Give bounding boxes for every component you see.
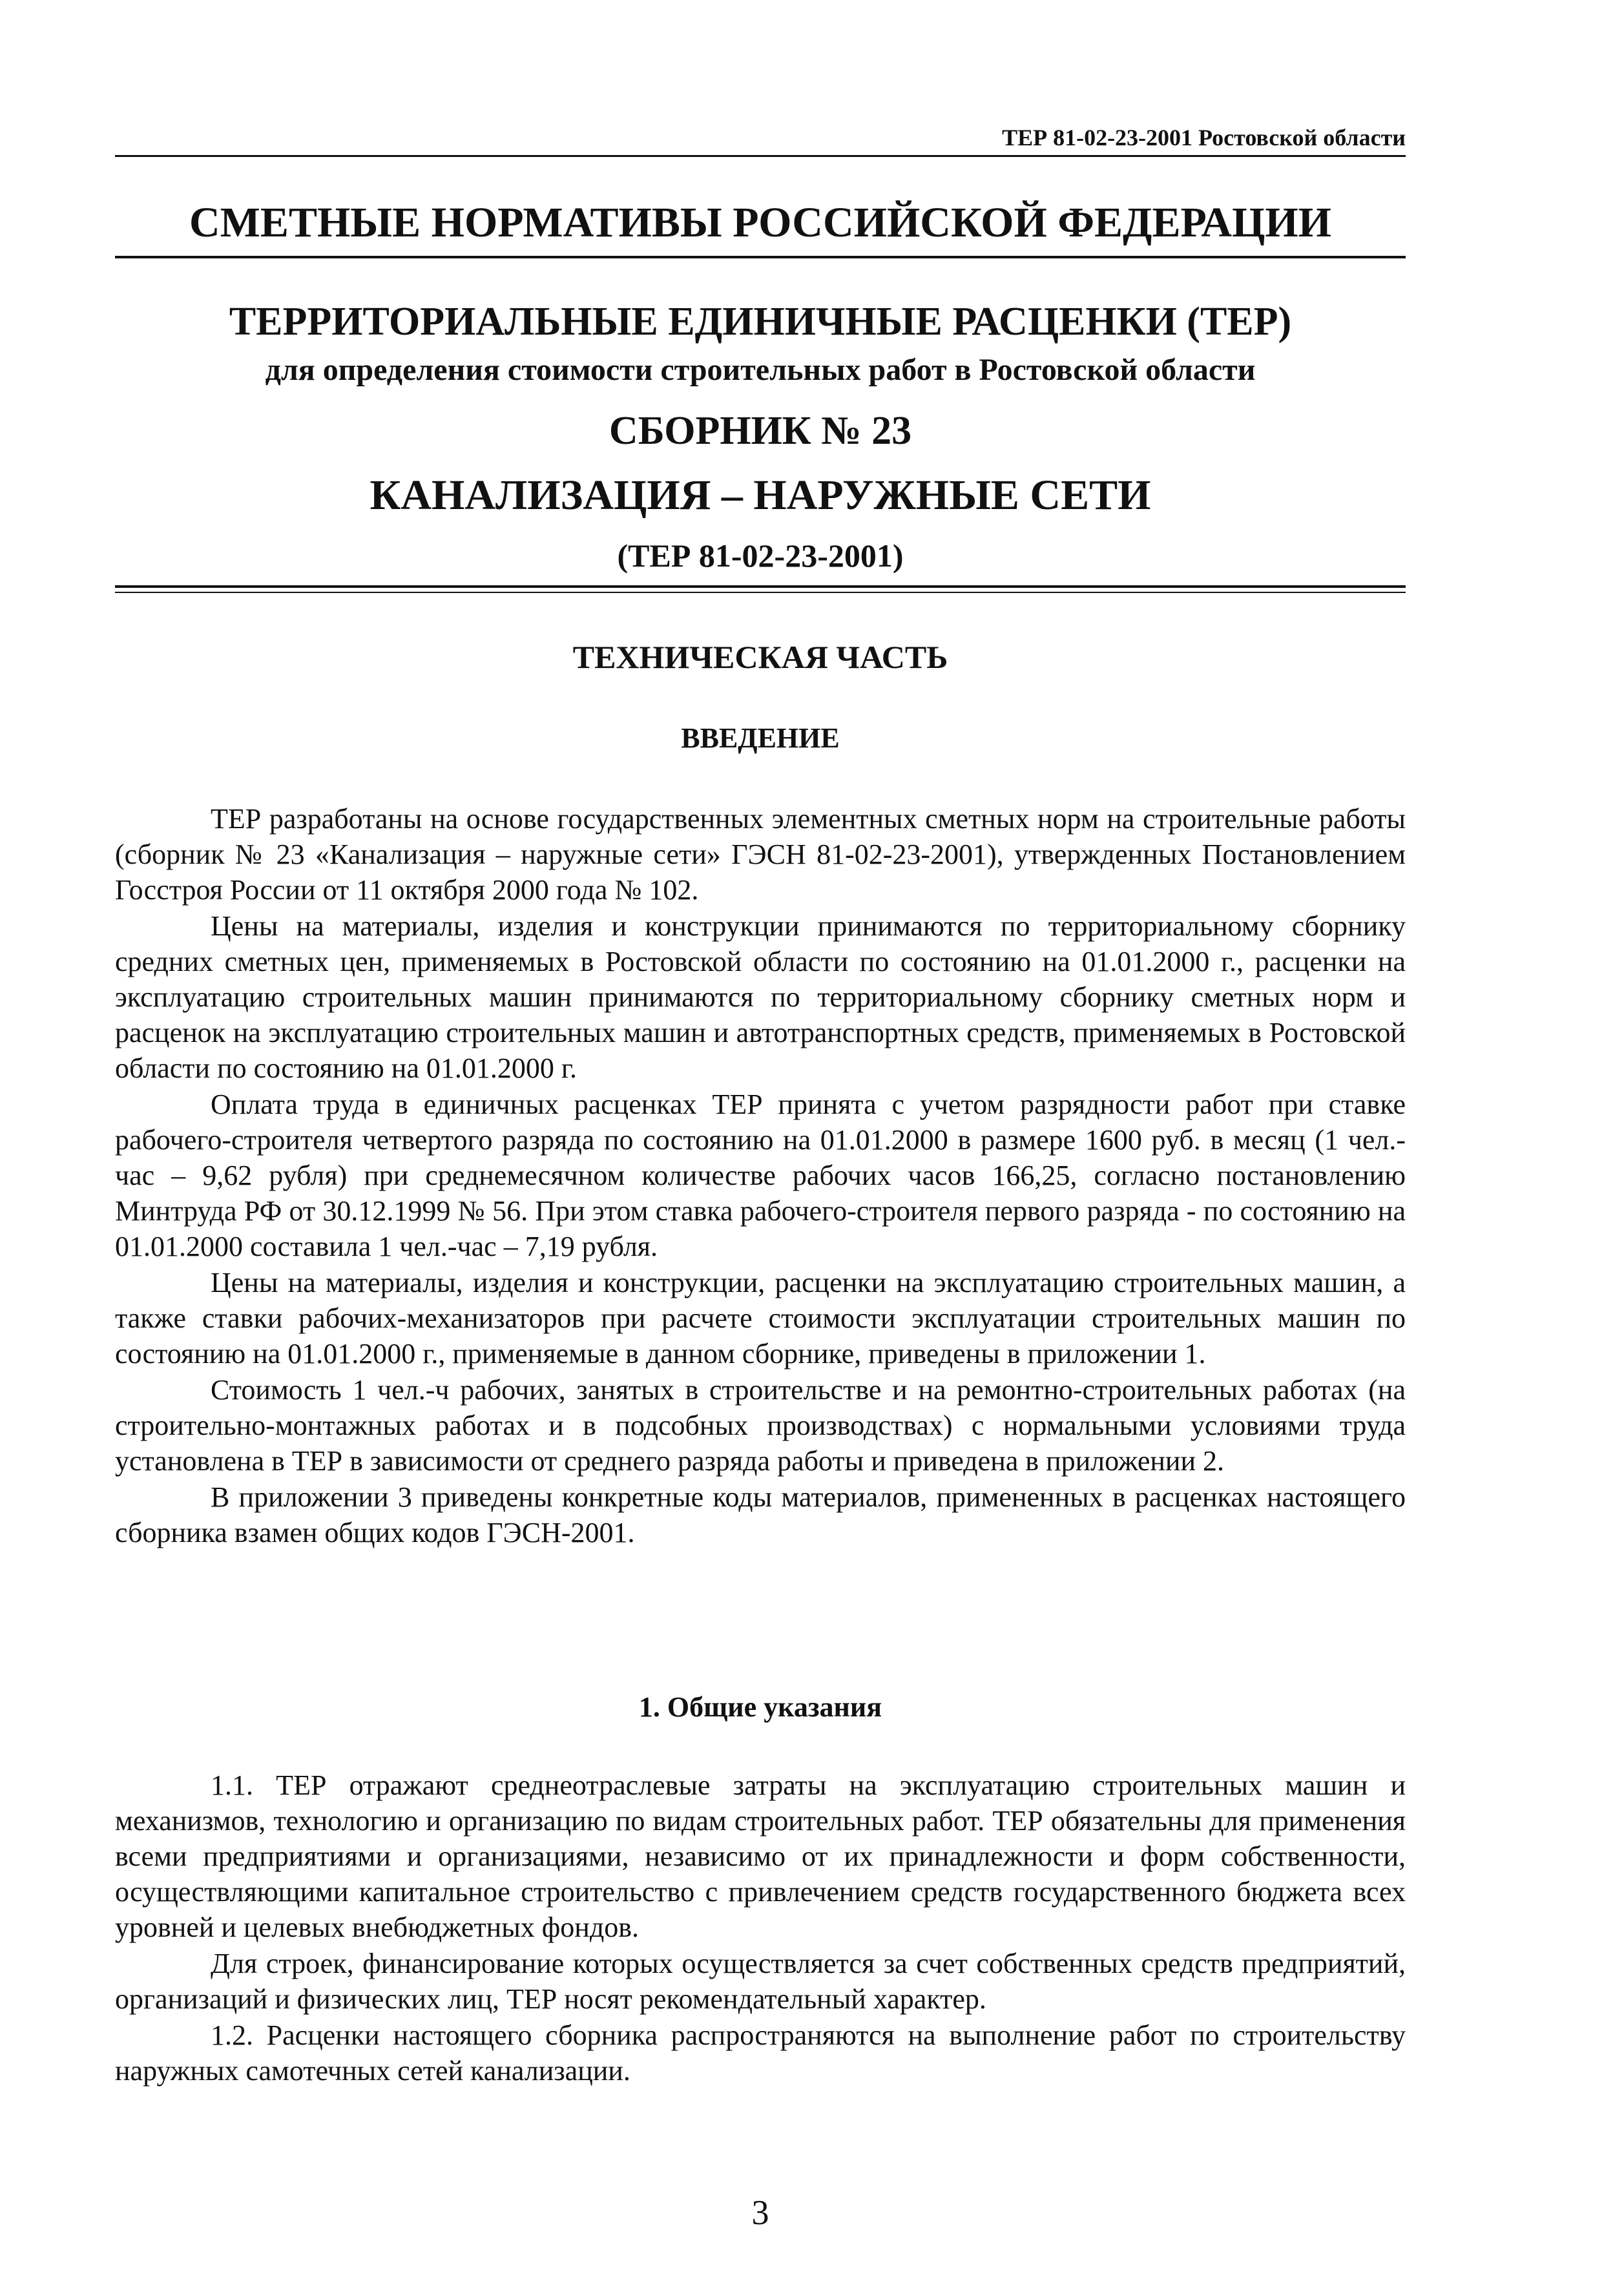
paragraph: Цены на материалы, изделия и конструкции принимаются по территориальному сборнику средних сметных цен, применяемых в Ростовской области по состоянию на 01.01.2000 г., расценки на эксплуатацию строительных машин принимаются по территориальному сборнику сметных норм и расценок на эксплуатацию строительных машин и автотранспортных средств, применяемых в Ростовской области по состоянию на 01.01.2000 г. [115, 910, 1406, 1084]
general-instructions-text [115, 1767, 1406, 2089]
paragraph: Оплата труда в единичных расценках ТЕР принята с учетом разрядности работ при ставке рабочего-строителя четвертого разряда по состоянию на 01.01.2000 в размере 1600 руб. в месяц (1 чел.-час – 9,62 рубля) при среднемесячном количестве рабочих часов 166,25, согласно постановлению Минтруда РФ от 30.12.1999 № 56. При этом ставка рабочего-строителя первого разряда - по состоянию на 01.01.2000 составила 1 чел.-час – 7,19 рубля. [115, 1088, 1406, 1262]
code-divider-top [115, 585, 1406, 588]
running-header: ТЕР 81-02-23-2001 Ростовской области [115, 121, 1406, 157]
technical-part-heading: ТЕХНИЧЕСКАЯ ЧАСТЬ [572, 639, 948, 675]
document-purpose: для определения стоимости строительных работ в Ростовской области [265, 353, 1256, 387]
paragraph: Для строек, финансирование которых осуществляется за счет собственных средств предприятий, организаций и физических лиц, ТЕР носят рекомендательный характер. [115, 1948, 1406, 2015]
introduction-text [115, 801, 1406, 1551]
paragraph: Стоимость 1 чел.-ч рабочих, занятых в строительстве и на ремонтно-строительных работах (на строительно-монтажных работах и в подсобных производствах) с нормальными условиями труда установлена в ТЕР в зависимости от среднего разряда работы и приведена в приложении 2. [115, 1374, 1406, 1477]
title-divider [115, 256, 1406, 258]
document-code: (ТЕР 81-02-23-2001) [617, 537, 904, 574]
introduction-heading: ВВЕДЕНИЕ [681, 722, 840, 754]
general-instructions-heading: 1. Общие указания [638, 1691, 882, 1723]
paragraph: В приложении 3 приведены конкретные коды материалов, примененных в расценках настоящего сборника взамен общих кодов ГЭСН-2001. [115, 1481, 1406, 1548]
collection-number: СБОРНИК № 23 [609, 409, 912, 453]
collection-title: КАНАЛИЗАЦИЯ – НАРУЖНЫЕ СЕТИ [370, 472, 1151, 519]
paragraph: 1.1. ТЕР отражают среднеотраслевые затраты на эксплуатацию строительных машин и механизмов, технологию и организацию по видам строительных работ. ТЕР обязательны для применения всеми предприятиями и организациями, независимо от их принадлежности и форм собственности, осуществляющими капитальное строительство с привлечением средств государственного бюджета всех уровней и целевых внебюджетных фондов. [115, 1769, 1406, 1943]
code-divider-bottom [115, 592, 1406, 593]
document-subtitle: ТЕРРИТОРИАЛЬНЫЕ ЕДИНИЧНЫЕ РАСЦЕНКИ (ТЕР) [229, 300, 1292, 344]
paragraph: 1.2. Расценки настоящего сборника распространяются на выполнение работ по строительству наружных самотечных сетей канализации. [115, 2019, 1406, 2087]
paragraph: ТЕР разработаны на основе государственных элементных сметных норм на строительные работы (сборник № 23 «Канализация – наружные сети» ГЭСН 81-02-23-2001), утвержденных Постановлением Госстроя России от 11 октября 2000 года № 102. [115, 803, 1406, 906]
document-main-title: СМЕТНЫЕ НОРМАТИВЫ РОССИЙСКОЙ ФЕДЕРАЦИИ [189, 199, 1332, 246]
page-number: 3 [751, 2193, 769, 2232]
paragraph: Цены на материалы, изделия и конструкции, расценки на эксплуатацию строительных машин, а также ставки рабочих-механизаторов при расчете стоимости эксплуатации строительных машин по состоянию на 01.01.2000 г., применяемые в данном сборнике, приведены в приложении 1. [115, 1267, 1406, 1370]
